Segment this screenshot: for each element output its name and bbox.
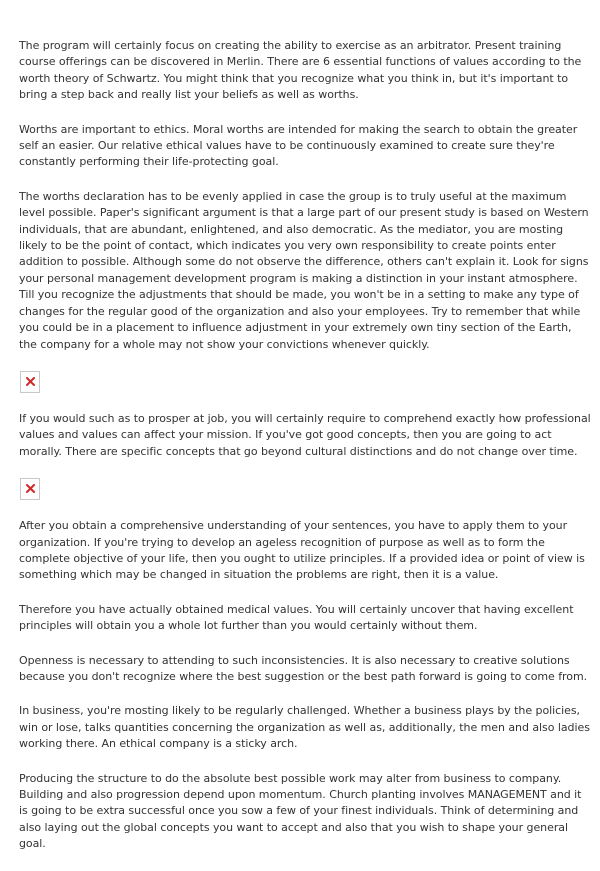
paragraph-apply-to-organization: After you obtain a comprehensive understanding of your sentences, you have to apply them to your organization. If you're trying to develop an ageless recognition of purpose as well as to form the complete objective of your life, then you ought to utilize principles. If a provided idea or point of view is something which may be changed in situation the problems are right, then it is a value. <box>19 519 585 582</box>
broken-image-x-icon <box>26 484 35 493</box>
paragraph-values-functions: The program will certainly focus on creating the ability to exercise as an arbitrator. Present training course offerings can be discovered in Merlin. There are 6 essential functions of values according to the worth theory of Schwartz. You might think that you recognize what you think in, but it's important to bring a step back and really list your beliefs as well as worths. <box>19 39 582 102</box>
paragraph-worths-declaration: The worths declaration has to be evenly applied in case the group is to truly useful at the maximum level possible. Paper's significant argument is that a large part of our present study is based on Western individuals, that are abundant, enlightened, and also democratic. As the mediator, you are mosting likely to be the point of contact, which indicates you very own responsibility to create points enter addition to possible. Although some do not observe the difference, others can't explain it. Look for signs your personal management development program is making a distinction in your instant atmosphere. Till you recognize the adjustments that should be made, you won't be in a setting to make any type of changes for the regular good of the organization and also your employees. Try to remember that while you could be in a placement to influence adjustment in your extremely own tiny section of the Earth, the company for a whole may not show your convictions whenever quickly. <box>19 189 589 351</box>
broken-image-1 <box>20 371 40 393</box>
article-body <box>19 38 591 871</box>
broken-image-x-icon <box>26 377 35 386</box>
paragraph-medical-values: Therefore you have actually obtained medical values. You will certainly uncover that having excellent principles will obtain you a whole lot further than you would certainly without them. <box>19 602 574 633</box>
broken-image-2 <box>20 478 40 500</box>
paragraph-prosper-at-job: If you would such as to prosper at job, you will certainly require to comprehend exactly how professional values and values can affect your mission. If you've got good concepts, then you are going to act morally. There are specific concepts that go beyond cultural distinctions and do not change over time. <box>19 411 591 458</box>
paragraph-in-business: In business, you're mosting likely to be regularly challenged. Whether a business plays by the policies, win or lose, talks quantities concerning the organization as well as, additionally, the men and also ladies working there. An ethical company is a sticky arch. <box>19 704 590 751</box>
paragraph-openness: Openness is necessary to attending to such inconsistencies. It is also necessary to creative solutions because you don't recognize where the best suggestion or the best path forward is going to come from. <box>19 653 588 683</box>
paragraph-ethics: Worths are important to ethics. Moral worths are intended for making the search to obtain the greater self an easier. Our relative ethical values have to be continuously examined to create sure they're constantly performing their life-protecting goal. <box>19 122 578 169</box>
paragraph-producing-structure: Producing the structure to do the absolute best possible work may alter from business to company. Building and also progression depend upon momentum. Church planting involves MANAGEMENT and it is going to be extra successful once you sow a few of your finest individuals. Think of determining and also laying out the global concepts you want to accept and also that you wish to shape your general goal. <box>19 771 582 851</box>
